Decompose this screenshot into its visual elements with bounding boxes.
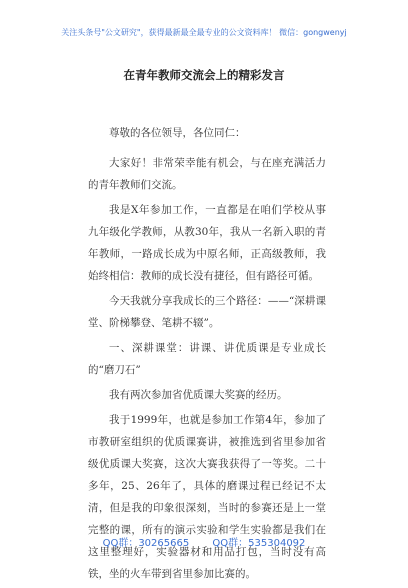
paragraph: 我于1999年，也就是参加工作第4年，参加了市教研室组织的优质课赛讲，被推选到省里参加省级优质课大奖赛，这次大赛我获得了一等奖。二十多年，25、26年了，具体的磨课过程已经记不太清，但是我的印象很深刻，当时的参赛还是上一堂完整的课，所有的演示实验和学生实验都是我们在这里整理好，实验器材和用品打包，当时没有高铁，坐的火车带到省里参加比赛的。 — [88, 414, 326, 580]
paragraph: 今天我就分享我成长的三个路径：——“深耕课堂、阶梯攀登、笔耕不辍”。 — [88, 295, 326, 329]
salutation: 尊敬的各位领导，各位同仁： — [109, 127, 246, 139]
header-promo-note: 关注头条号"公文研究"，获得最新最全最专业的公文资料库！ 微信：gongwenyj — [61, 28, 347, 37]
footer-contact — [0, 534, 408, 549]
paragraph: 大家好！非常荣幸能有机会，与在座充满活力的青年教师们交流。 — [88, 157, 326, 191]
qq-group-2: QQ群：535304092 — [212, 538, 306, 549]
qq-group-1: QQ群：30265665 — [102, 538, 190, 549]
document-title: 在青年教师交流会上的精彩发言 — [123, 68, 285, 82]
paragraph: 我有两次参加省优质课大奖赛的经历。 — [109, 389, 288, 401]
paragraph: 我是X年参加工作，一直都是在咱们学校从事九年级化学教师，从教30年，我从一名新入职的青年教师，一路成长成为中原名师，正高级教师，我始终相信：教师的成长没有捷径，但有路径可循。 — [88, 204, 326, 282]
document-body — [88, 122, 326, 588]
section-heading: 一、深耕课堂：讲课、讲优质课是专业成长的“磨刀石” — [88, 342, 326, 376]
